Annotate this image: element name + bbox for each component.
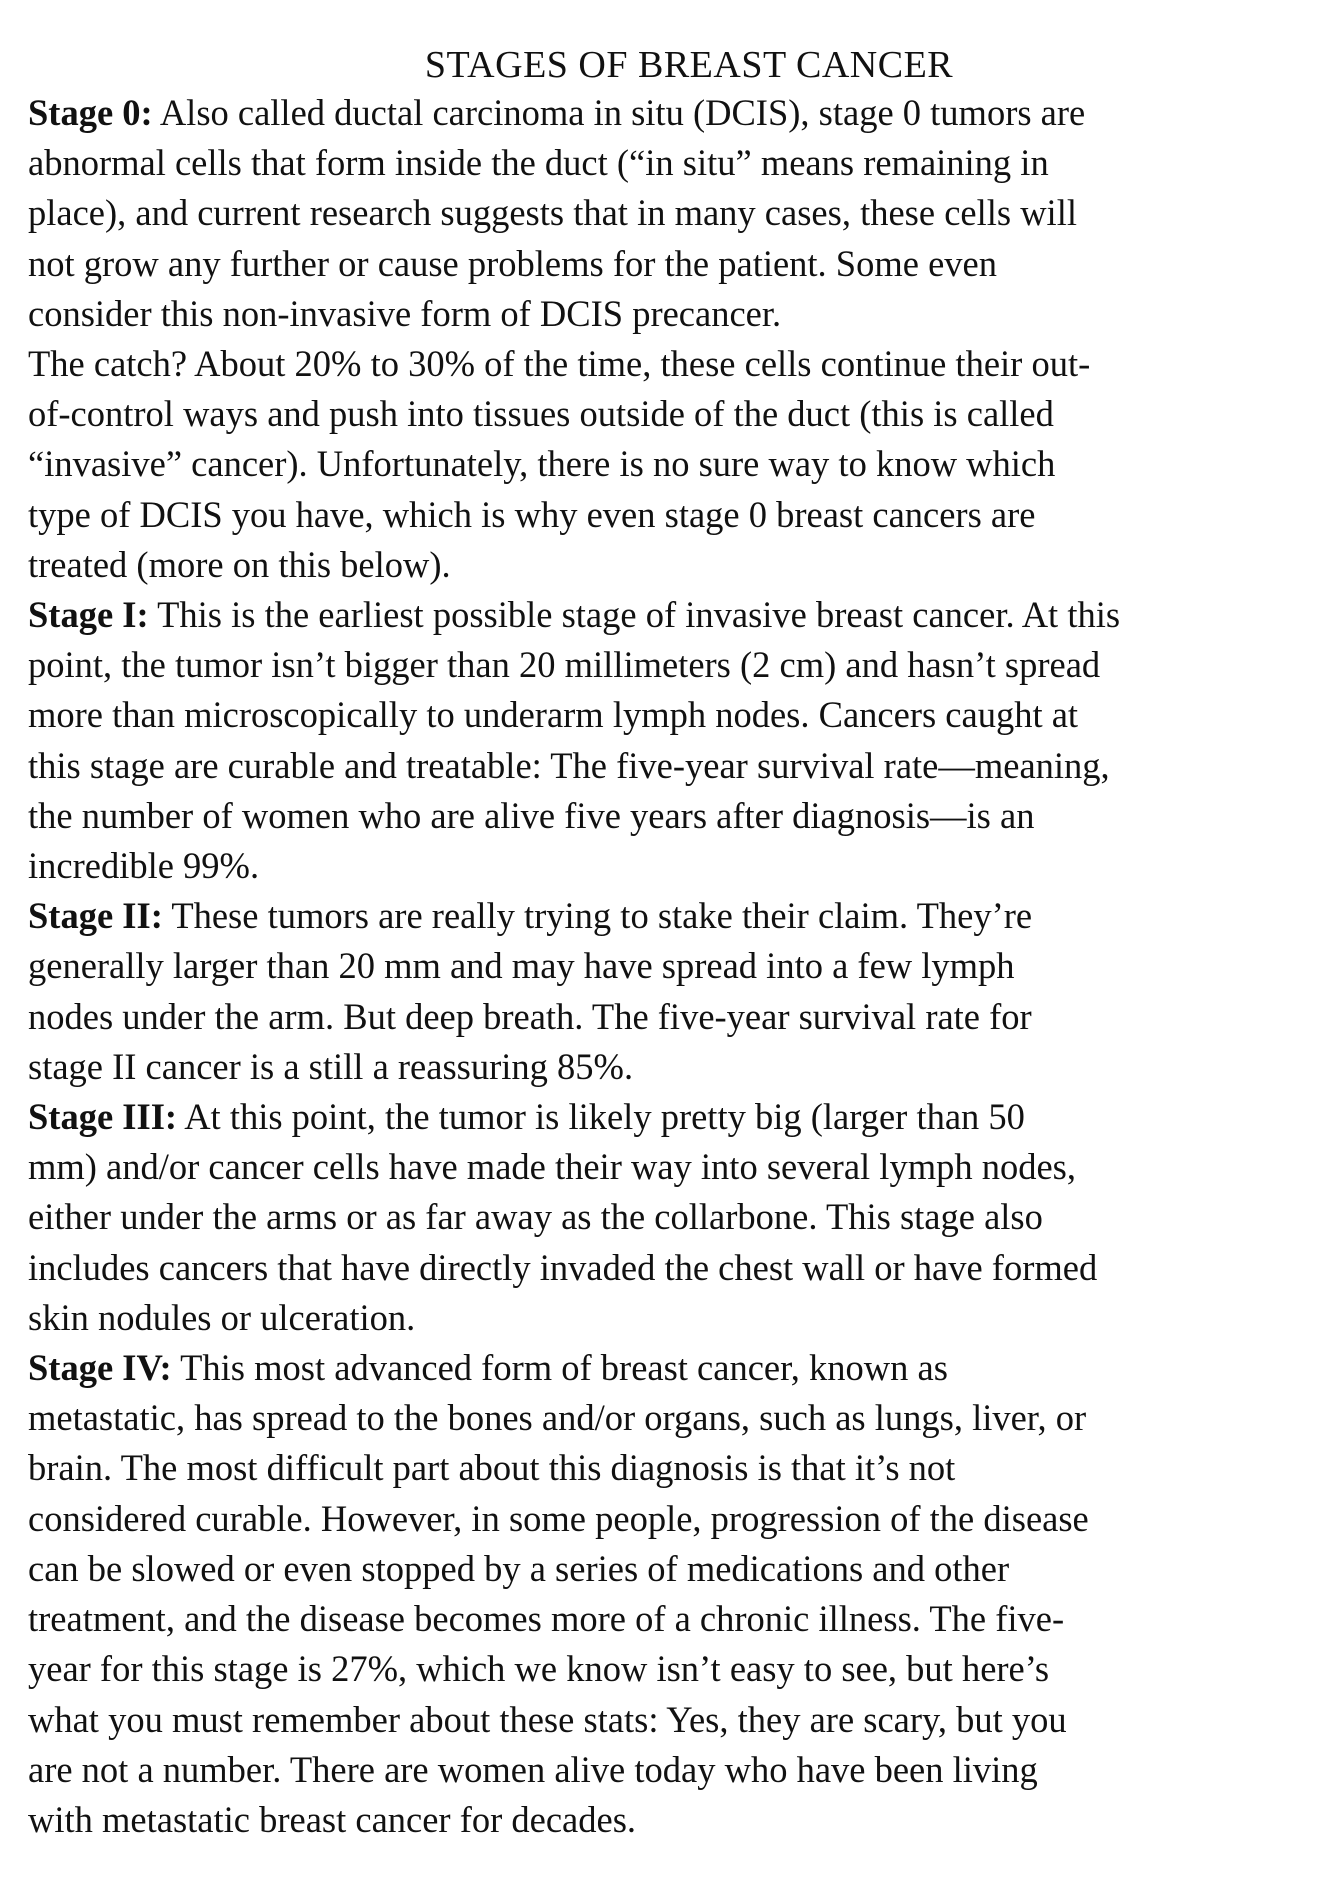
text-line: [28, 138, 1328, 188]
line-text: mm) and/or cancer cells have made their way into several lymph nodes,: [28, 1146, 1076, 1188]
line-text: consider this non-invasive form of DCIS precancer.: [28, 292, 782, 334]
line-text: of-control ways and push into tissues outside of the duct (this is called: [28, 393, 1054, 435]
line-text: These tumors are really trying to stake their claim. They’re: [171, 895, 1033, 937]
line-text: skin nodules or ulceration.: [28, 1296, 416, 1338]
line-text: At this point, the tumor is likely pretty big (larger than 50: [184, 1096, 1025, 1138]
text-line: [28, 1393, 1328, 1443]
line-text: are not a number. There are women alive today who have been living: [28, 1748, 1038, 1790]
text-line: [28, 490, 1328, 540]
text-line: [28, 239, 1328, 289]
line-text: place), and current research suggests that in many cases, these cells will: [28, 192, 1077, 234]
text-line: [28, 540, 1328, 590]
line-text: can be slowed or even stopped by a series of medications and other: [28, 1547, 1010, 1589]
line-text: treatment, and the disease becomes more of a chronic illness. The five-: [28, 1598, 1065, 1640]
line-text: stage II cancer is a still a reassuring 85%.: [28, 1045, 634, 1087]
line-text: treated (more on this below).: [28, 543, 451, 585]
text-line: [28, 992, 1328, 1042]
stage-label: Stage I:: [28, 594, 149, 636]
line-text: what you must remember about these stats: Yes, they are scary, but you: [28, 1698, 1067, 1740]
line-text: generally larger than 20 mm and may have spread into a few lymph: [28, 945, 1015, 987]
line-text: This is the earliest possible stage of invasive breast cancer. At this: [157, 594, 1121, 636]
text-line: [28, 1594, 1328, 1644]
text-line: [28, 941, 1328, 991]
text-line: [28, 590, 1328, 640]
text-line: [28, 841, 1328, 891]
stage-label: Stage 0:: [28, 92, 153, 133]
document-page: [28, 40, 1328, 1845]
text-line: [28, 1092, 1328, 1142]
text-line: [28, 1695, 1328, 1745]
line-text: this stage are curable and treatable: The five-year survival rate—meaning,: [28, 744, 1110, 786]
line-text: more than microscopically to underarm lymph nodes. Cancers caught at: [28, 694, 1079, 736]
text-line: [28, 439, 1328, 489]
line-text: nodes under the arm. But deep breath. The five-year survival rate for: [28, 995, 1032, 1037]
line-text: year for this stage is 27%, which we know isn’t easy to see, but here’s: [28, 1648, 1050, 1690]
text-line: [28, 1042, 1328, 1092]
document-body: [28, 88, 1328, 1845]
line-text: with metastatic breast cancer for decades.: [28, 1798, 637, 1840]
text-line: [28, 1192, 1328, 1242]
line-text: incredible 99%.: [28, 845, 260, 887]
text-line: [28, 891, 1328, 941]
stage-label: Stage III:: [28, 1096, 178, 1138]
line-text: abnormal cells that form inside the duct (“in situ” means remaining in: [28, 142, 1049, 184]
text-line: [28, 741, 1328, 791]
line-text: “invasive” cancer). Unfortunately, there is no sure way to know which: [28, 443, 1056, 485]
text-line: [28, 1795, 1328, 1845]
document-title: STAGES OF BREAST CANCER: [424, 44, 954, 86]
text-line: [28, 1293, 1328, 1343]
line-text: brain. The most difficult part about this diagnosis is that it’s not: [28, 1447, 956, 1489]
text-line: [28, 690, 1328, 740]
text-line: [28, 339, 1328, 389]
text-line: [28, 389, 1328, 439]
text-line: [28, 188, 1328, 238]
text-line: [28, 1443, 1328, 1493]
line-text: metastatic, has spread to the bones and/or organs, such as lungs, liver, or: [28, 1397, 1087, 1439]
line-text: This most advanced form of breast cancer, known as: [180, 1347, 948, 1389]
text-line: [28, 791, 1328, 841]
line-text: point, the tumor isn’t bigger than 20 millimeters (2 cm) and hasn’t spread: [28, 644, 1101, 686]
stage-label: Stage II:: [28, 895, 163, 937]
line-text: includes cancers that have directly invaded the chest wall or have formed: [28, 1246, 1098, 1288]
line-text: Also called ductal carcinoma in situ (DCIS), stage 0 tumors are: [159, 92, 1086, 133]
line-text: the number of women who are alive five years after diagnosis—is an: [28, 794, 1035, 836]
text-line: [28, 1544, 1328, 1594]
line-text: either under the arms or as far away as the collarbone. This stage also: [28, 1196, 1043, 1238]
text-line: [28, 1142, 1328, 1192]
line-text: considered curable. However, in some people, progression of the disease: [28, 1497, 1089, 1539]
text-line: [28, 289, 1328, 339]
stage-label: Stage IV:: [28, 1347, 172, 1389]
text-line: [28, 640, 1328, 690]
line-text: type of DCIS you have, which is why even stage 0 breast cancers are: [28, 493, 1036, 535]
text-line: [28, 1343, 1328, 1393]
text-line: [28, 1494, 1328, 1544]
text-line: [28, 1644, 1328, 1694]
text-line: [28, 88, 1328, 138]
text-line: [28, 1243, 1328, 1293]
line-text: not grow any further or cause problems for the patient. Some even: [28, 242, 997, 284]
line-text: The catch? About 20% to 30% of the time, these cells continue their out-: [28, 343, 1091, 385]
text-line: [28, 1745, 1328, 1795]
